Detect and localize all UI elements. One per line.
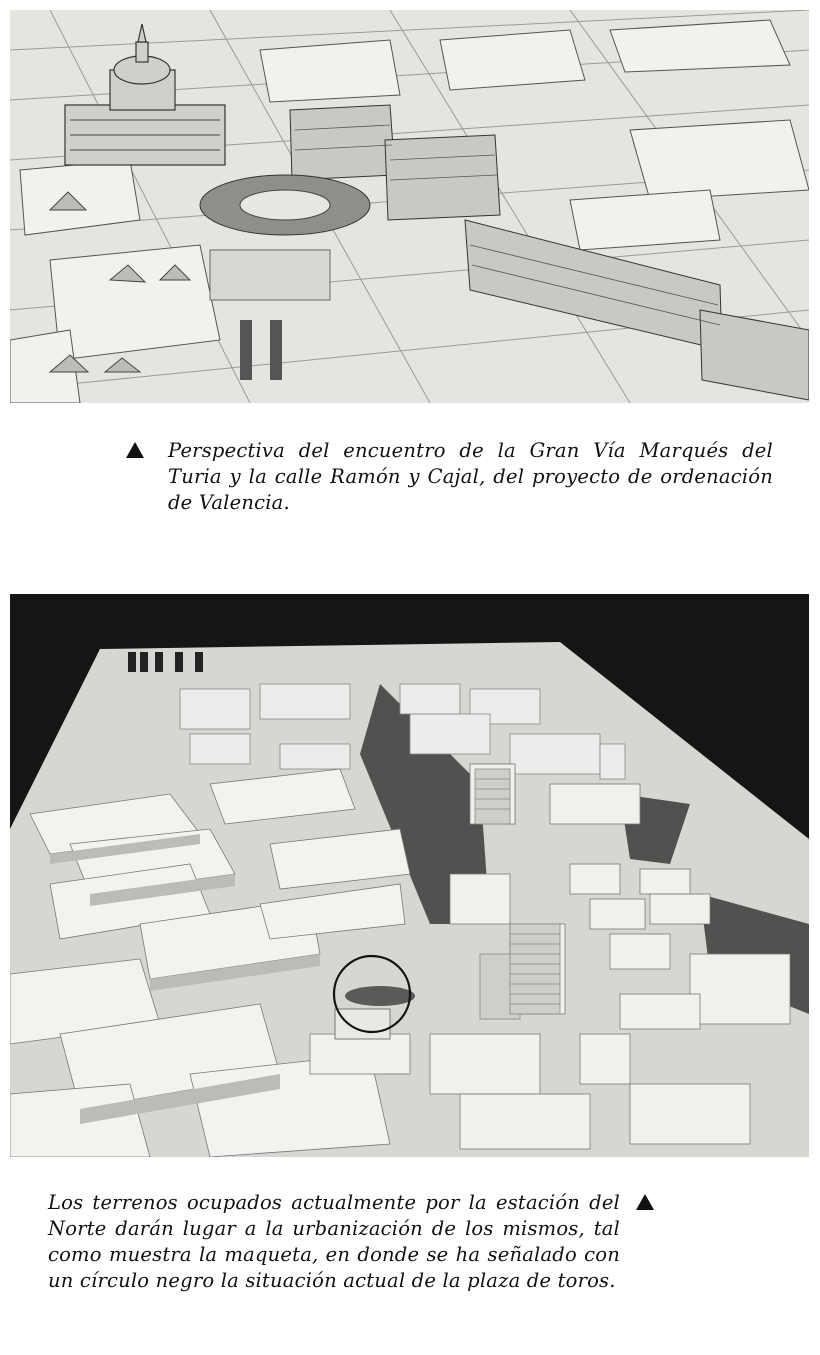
perspective-illustration xyxy=(10,10,809,403)
perspective-drawing xyxy=(10,10,809,403)
caption-2: Los terrenos ocupados actualmente por la estación del Norte darán lugar a la urbanización de los mismos, tal como muestra la maqueta, en donde se ha señalado con un círculo negro la situación actual de la plaza de toros. xyxy=(48,1191,620,1292)
caption-2-marker-icon xyxy=(636,1194,654,1210)
caption-1-marker-icon xyxy=(126,442,144,458)
scale-model-illustration xyxy=(10,594,809,1157)
scale-model-photo xyxy=(10,594,809,1157)
caption-1: Perspectiva del encuentro de la Gran Vía Marqués del Turia y la calle Ramón y Cajal, del proyecto de ordenación de Valencia. xyxy=(168,439,773,514)
